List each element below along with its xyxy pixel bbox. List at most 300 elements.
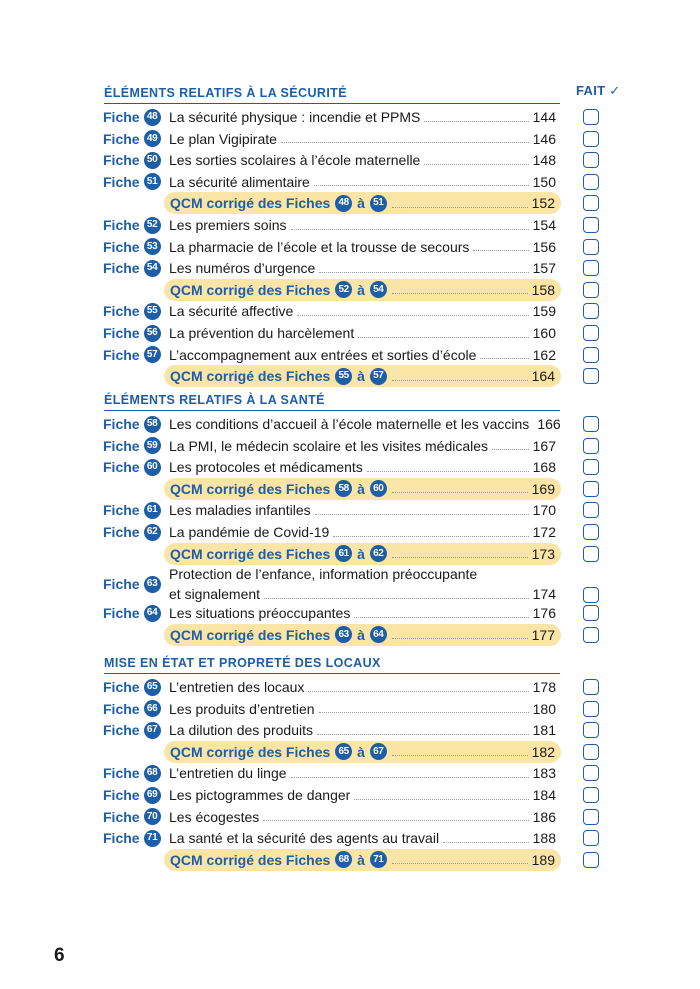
page-ref: 181 (532, 722, 556, 739)
section-rule (104, 673, 560, 674)
section-heading: ÉLÉMENTS RELATIFS À LA SÉCURITÉ (104, 86, 347, 100)
fiche-number-badge: 57 (370, 368, 387, 385)
entry-title[interactable] (169, 149, 556, 171)
dot-leader (392, 380, 528, 381)
dot-leader (291, 229, 529, 230)
entry-title-text: Les sorties scolaires à l’école maternelle (169, 152, 421, 169)
toc-row[interactable] (0, 719, 700, 741)
entry-title-text: La pandémie de Covid-19 (169, 524, 330, 540)
fiche-label-text: Fiche (103, 152, 140, 169)
fiche-label-text: Fiche (103, 303, 140, 320)
section-rule (104, 103, 560, 104)
fait-column-header: FAIT ✓ (576, 83, 621, 98)
fiche-label-text: Fiche (103, 238, 140, 255)
fiche-number-badge: 48 (335, 195, 352, 212)
fiche-label (103, 107, 162, 127)
dot-leader (354, 799, 528, 800)
done-checkbox[interactable] (583, 744, 599, 760)
fiche-label-text: Fiche (103, 765, 140, 782)
toc-row[interactable] (0, 149, 700, 171)
dot-leader (354, 617, 528, 618)
qcm-title (170, 368, 388, 385)
entry-title-line2 (169, 584, 556, 604)
qcm-entry[interactable] (164, 849, 561, 871)
fiche-label-text: Fiche (103, 700, 140, 717)
qcm-label: QCM corrigé des Fiches (170, 195, 331, 212)
fiche-number-badge: 56 (144, 325, 161, 342)
fiche-number-badge: 69 (144, 787, 161, 804)
fiche-label (103, 574, 162, 594)
toc-row[interactable] (0, 499, 700, 521)
fiche-number-badge: 68 (335, 851, 352, 868)
entry-title[interactable] (169, 413, 561, 435)
entry-title[interactable] (169, 435, 556, 457)
dot-leader (367, 471, 529, 472)
entry-title-text: L’entretien des locaux (169, 679, 305, 695)
entry-title[interactable] (169, 499, 556, 521)
qcm-entry[interactable] (164, 543, 561, 565)
done-checkbox[interactable] (583, 217, 599, 233)
entry-title-text: Les produits d’entretien (169, 700, 315, 717)
toc-row[interactable] (0, 128, 700, 150)
qcm-entry[interactable] (164, 624, 561, 646)
qcm-row[interactable] (0, 478, 700, 500)
fiche-number-badge: 48 (144, 109, 161, 126)
done-checkbox[interactable] (583, 830, 599, 846)
page-ref: 173 (531, 545, 555, 562)
fiche-label (103, 677, 162, 697)
toc-row[interactable] (0, 257, 700, 279)
dot-leader (358, 337, 528, 338)
page-ref: 184 (532, 787, 556, 803)
fiche-number-badge: 54 (370, 281, 387, 298)
entry-title[interactable] (169, 456, 556, 478)
fiche-number-badge: 71 (370, 851, 387, 868)
toc-row[interactable] (0, 214, 700, 236)
qcm-row[interactable] (0, 741, 700, 763)
fiche-number-badge: 62 (370, 545, 387, 562)
toc-row[interactable] (0, 676, 700, 698)
done-checkbox[interactable] (583, 852, 599, 868)
dot-leader (264, 598, 529, 599)
fiche-label (103, 172, 162, 192)
dot-leader (315, 514, 529, 515)
toc-row[interactable] (0, 171, 700, 193)
page-ref: 169 (531, 480, 555, 497)
page-ref: 154 (532, 217, 556, 233)
dot-leader (392, 863, 528, 864)
fiche-label-text: Fiche (103, 437, 140, 454)
qcm-connector: à (357, 851, 365, 868)
done-checkbox[interactable] (583, 239, 599, 255)
entry-title[interactable] (169, 676, 556, 698)
fiche-number-badge: 60 (144, 459, 161, 476)
page-ref: 188 (532, 830, 556, 847)
dot-leader (263, 820, 528, 821)
toc-row[interactable] (0, 300, 700, 322)
qcm-connector: à (357, 368, 365, 385)
fiche-label (103, 828, 162, 848)
page-ref: 166 (537, 416, 561, 432)
toc-row[interactable] (0, 698, 700, 720)
fiche-number-badge: 67 (370, 743, 387, 760)
page-ref: 144 (532, 109, 556, 125)
page-ref: 177 (531, 626, 555, 643)
page-ref: 150 (532, 173, 556, 190)
page-ref: 174 (532, 586, 556, 603)
done-checkbox[interactable] (583, 765, 599, 781)
qcm-connector: à (357, 545, 365, 562)
fiche-number-badge: 68 (144, 765, 161, 782)
page-ref: 157 (532, 260, 556, 277)
fiche-label (103, 345, 162, 365)
fiche-number-badge: 50 (144, 152, 161, 169)
page-ref: 172 (532, 524, 556, 540)
fiche-number-badge: 49 (144, 130, 161, 147)
page-ref: 156 (532, 238, 556, 255)
dot-leader (443, 842, 529, 843)
qcm-row[interactable] (0, 192, 700, 214)
qcm-entry[interactable] (164, 192, 561, 214)
page-ref: 178 (532, 679, 556, 695)
fiche-number-badge: 63 (144, 576, 161, 593)
fiche-label-text: Fiche (103, 173, 140, 190)
fiche-label (103, 258, 162, 278)
entry-title[interactable] (169, 214, 556, 236)
fiche-number-badge: 59 (144, 437, 161, 454)
done-checkbox[interactable] (583, 546, 599, 562)
toc-row[interactable] (0, 435, 700, 457)
fiche-label (103, 699, 162, 719)
done-checkbox[interactable] (583, 722, 599, 738)
done-checkbox[interactable] (583, 174, 599, 190)
entry-title[interactable] (169, 564, 556, 602)
toc-row[interactable] (0, 806, 700, 828)
fiche-label (103, 129, 162, 149)
fiche-label (103, 763, 162, 783)
fiche-number-badge: 55 (335, 368, 352, 385)
qcm-label: QCM corrigé des Fiches (170, 743, 331, 760)
fiche-label-text: Fiche (103, 679, 140, 695)
entry-title[interactable] (169, 521, 556, 543)
qcm-label: QCM corrigé des Fiches (170, 368, 331, 385)
qcm-connector: à (357, 480, 365, 497)
done-checkbox[interactable] (583, 282, 599, 298)
qcm-label: QCM corrigé des Fiches (170, 480, 331, 497)
toc-row[interactable] (0, 521, 700, 543)
dot-leader (333, 536, 528, 537)
page-ref: 176 (532, 605, 556, 622)
done-checkbox[interactable] (583, 303, 599, 319)
done-checkbox[interactable] (583, 347, 599, 363)
qcm-entry[interactable] (164, 741, 561, 763)
entry-title-text: Les numéros d’urgence (169, 260, 316, 277)
page-ref: 167 (532, 437, 556, 454)
fiche-number-badge: 61 (144, 502, 161, 519)
entry-title[interactable] (169, 322, 556, 344)
entry-title-text: Les écogestes (169, 808, 260, 825)
fiche-label-text: Fiche (103, 722, 140, 739)
fiche-label-text: Fiche (103, 346, 140, 363)
dot-leader (314, 185, 529, 186)
qcm-entry[interactable] (164, 365, 561, 387)
done-checkbox[interactable] (583, 416, 599, 432)
fiche-label (103, 807, 162, 827)
fiche-label-text: Fiche (103, 524, 140, 540)
page-ref: 158 (531, 281, 555, 298)
qcm-row[interactable] (0, 279, 700, 301)
done-checkbox[interactable] (583, 325, 599, 341)
dot-leader (473, 250, 528, 251)
dot-leader (308, 691, 528, 692)
entry-title-text: La sécurité affective (169, 303, 294, 320)
entry-title-text: La pharmacie de l’école et la trousse de secours (169, 238, 470, 255)
fiche-label-text: Fiche (103, 830, 140, 847)
page-ref: 146 (532, 130, 556, 147)
fiche-label-text: Fiche (103, 459, 140, 476)
done-checkbox[interactable] (583, 260, 599, 276)
qcm-title (170, 626, 388, 643)
entry-title[interactable] (169, 762, 556, 784)
page-ref: 152 (531, 195, 555, 212)
dot-leader (392, 557, 528, 558)
dot-leader (281, 142, 529, 143)
fiche-number-badge: 66 (144, 700, 161, 717)
qcm-title (170, 480, 388, 497)
fiche-label-text: Fiche (103, 217, 140, 233)
fiche-label (103, 436, 162, 456)
page-ref: 180 (532, 700, 556, 717)
entry-title-text: La sécurité alimentaire (169, 173, 310, 190)
entry-title[interactable] (169, 300, 556, 322)
entry-title-text: La prévention du harcèlement (169, 325, 355, 341)
dot-leader (297, 315, 528, 316)
qcm-entry[interactable] (164, 478, 561, 500)
qcm-label: QCM corrigé des Fiches (170, 626, 331, 643)
page-ref: 160 (532, 325, 556, 341)
qcm-title (170, 281, 388, 298)
toc-row[interactable] (0, 106, 700, 128)
done-checkbox[interactable] (583, 131, 599, 147)
done-checkbox[interactable] (583, 438, 599, 454)
fiche-number-badge: 64 (370, 626, 387, 643)
fiche-label-text: Fiche (103, 502, 140, 519)
qcm-connector: à (357, 195, 365, 212)
qcm-connector: à (357, 281, 365, 298)
entry-title-text: L’entretien du linge (169, 765, 287, 782)
fiche-number-badge: 61 (335, 545, 352, 562)
fiche-label-text: Fiche (103, 109, 140, 125)
done-checkbox[interactable] (583, 152, 599, 168)
done-checkbox[interactable] (583, 459, 599, 475)
entry-title-text: La santé et la sécurité des agents au travail (169, 830, 440, 847)
section-heading: MISE EN ÉTAT ET PROPRETÉ DES LOCAUX (104, 656, 381, 670)
entry-title[interactable] (169, 827, 556, 849)
dot-leader (392, 755, 528, 756)
fiche-label (103, 414, 162, 434)
fiche-label (103, 215, 162, 235)
toc-row[interactable] (0, 413, 700, 435)
fiche-label (103, 500, 162, 520)
done-checkbox[interactable] (583, 368, 599, 384)
done-checkbox[interactable] (583, 605, 599, 621)
page-ref: 162 (532, 346, 556, 363)
fiche-number-badge: 58 (335, 480, 352, 497)
dot-leader (291, 777, 529, 778)
fiche-label-text: Fiche (103, 416, 140, 432)
qcm-title (170, 743, 388, 760)
toc-row[interactable] (0, 602, 700, 624)
fiche-number-badge: 65 (144, 679, 161, 696)
toc-row[interactable] (0, 344, 700, 366)
fiche-label-text: Fiche (103, 260, 140, 277)
fiche-number-badge: 51 (144, 173, 161, 190)
fiche-number-badge: 64 (144, 605, 161, 622)
entry-title-text: La PMI, le médecin scolaire et les visites médicales (169, 437, 489, 454)
page-ref: 189 (531, 851, 555, 868)
entry-title[interactable] (169, 257, 556, 279)
dot-leader (319, 712, 529, 713)
dot-leader (424, 121, 528, 122)
fiche-label (103, 720, 162, 740)
entry-title[interactable] (169, 784, 556, 806)
entry-title-text: Le plan Vigipirate (169, 130, 277, 147)
fiche-label-text: Fiche (103, 576, 140, 593)
toc-row[interactable] (0, 827, 700, 849)
fiche-number-badge: 57 (144, 346, 161, 363)
fiche-number-badge: 51 (370, 195, 387, 212)
dot-leader (392, 638, 528, 639)
qcm-label: QCM corrigé des Fiches (170, 281, 331, 298)
dot-leader (319, 272, 528, 273)
toc-row[interactable] (0, 236, 700, 258)
page-ref: 182 (531, 743, 555, 760)
entry-title-line2-text: et signalement (169, 586, 261, 603)
fiche-label (103, 150, 162, 170)
qcm-title (170, 545, 388, 562)
page-ref: 170 (532, 502, 556, 519)
page-ref: 186 (532, 808, 556, 825)
page-ref: 168 (532, 459, 556, 476)
dot-leader (480, 358, 528, 359)
qcm-title (170, 851, 388, 868)
qcm-connector: à (357, 626, 365, 643)
toc-row[interactable] (0, 762, 700, 784)
fiche-label-text: Fiche (103, 808, 140, 825)
section-rule (104, 410, 560, 411)
fiche-number-badge: 67 (144, 722, 161, 739)
done-checkbox[interactable] (583, 787, 599, 803)
dot-leader (317, 734, 529, 735)
qcm-title (170, 195, 388, 212)
entry-title-text: La sécurité physique : incendie et PPMS (169, 109, 421, 125)
qcm-row[interactable] (0, 849, 700, 871)
entry-title[interactable] (169, 602, 556, 624)
fiche-number-badge: 52 (335, 281, 352, 298)
entry-title-text: Les protocoles et médicaments (169, 459, 363, 476)
entry-title[interactable] (169, 344, 556, 366)
fiche-number-badge: 52 (144, 217, 161, 234)
entry-title[interactable] (169, 719, 556, 741)
qcm-row[interactable] (0, 624, 700, 646)
fiche-label-text: Fiche (103, 787, 140, 803)
fiche-label (103, 237, 162, 257)
fiche-number-badge: 54 (144, 260, 161, 277)
dot-leader (392, 293, 528, 294)
entry-title[interactable] (169, 236, 556, 258)
qcm-row[interactable] (0, 365, 700, 387)
fiche-label (103, 323, 162, 343)
dot-leader (392, 492, 528, 493)
entry-title-text: L’accompagnement aux entrées et sorties d’école (169, 346, 477, 363)
page-ref: 164 (531, 368, 555, 385)
fiche-number-badge: 53 (144, 238, 161, 255)
fiche-number-badge: 65 (335, 743, 352, 760)
entry-title-text: Les maladies infantiles (169, 502, 311, 519)
qcm-label: QCM corrigé des Fiches (170, 851, 331, 868)
fiche-number-badge: 55 (144, 303, 161, 320)
done-checkbox[interactable] (583, 481, 599, 497)
entry-title-line1: Protection de l’enfance, information préoccupante (169, 566, 478, 583)
fiche-label-text: Fiche (103, 130, 140, 147)
page-ref: 159 (532, 303, 556, 320)
page-ref: 183 (532, 765, 556, 782)
done-checkbox[interactable] (583, 524, 599, 540)
fiche-label (103, 301, 162, 321)
fiche-label (103, 603, 162, 623)
dot-leader (492, 449, 529, 450)
entry-title[interactable] (169, 128, 556, 150)
fiche-label-text: Fiche (103, 325, 140, 341)
page-ref: 148 (532, 152, 556, 169)
entry-title-text: Les conditions d’accueil à l’école maternelle et les vaccins (169, 416, 530, 432)
entry-title[interactable] (169, 806, 556, 828)
done-checkbox[interactable] (583, 627, 599, 643)
entry-title[interactable] (169, 171, 556, 193)
done-checkbox[interactable] (583, 701, 599, 717)
fiche-number-badge: 60 (370, 480, 387, 497)
done-checkbox[interactable] (583, 195, 599, 211)
qcm-entry[interactable] (164, 279, 561, 301)
fiche-label (103, 457, 162, 477)
toc-row[interactable] (0, 322, 700, 344)
done-checkbox[interactable] (583, 502, 599, 518)
dot-leader (392, 207, 528, 208)
fiche-number-badge: 58 (144, 416, 161, 433)
done-checkbox[interactable] (583, 809, 599, 825)
entry-title-text: Les premiers soins (169, 217, 287, 233)
dot-leader (424, 164, 528, 165)
section-heading: ÉLÉMENTS RELATIFS À LA SANTÉ (104, 393, 325, 407)
qcm-row[interactable] (0, 543, 700, 565)
entry-title-text: La dilution des produits (169, 722, 313, 739)
qcm-label: QCM corrigé des Fiches (170, 545, 331, 562)
done-checkbox[interactable] (583, 587, 599, 603)
qcm-connector: à (357, 743, 365, 760)
fiche-number-badge: 62 (144, 524, 161, 541)
entry-title[interactable] (169, 698, 556, 720)
fiche-label-text: Fiche (103, 605, 140, 622)
toc-row[interactable] (0, 564, 700, 604)
entry-title[interactable] (169, 106, 556, 128)
fiche-number-badge: 70 (144, 808, 161, 825)
done-checkbox[interactable] (583, 109, 599, 125)
fiche-label (103, 522, 162, 542)
fiche-label (103, 785, 162, 805)
toc-row[interactable] (0, 784, 700, 806)
toc-row[interactable] (0, 456, 700, 478)
done-checkbox[interactable] (583, 679, 599, 695)
